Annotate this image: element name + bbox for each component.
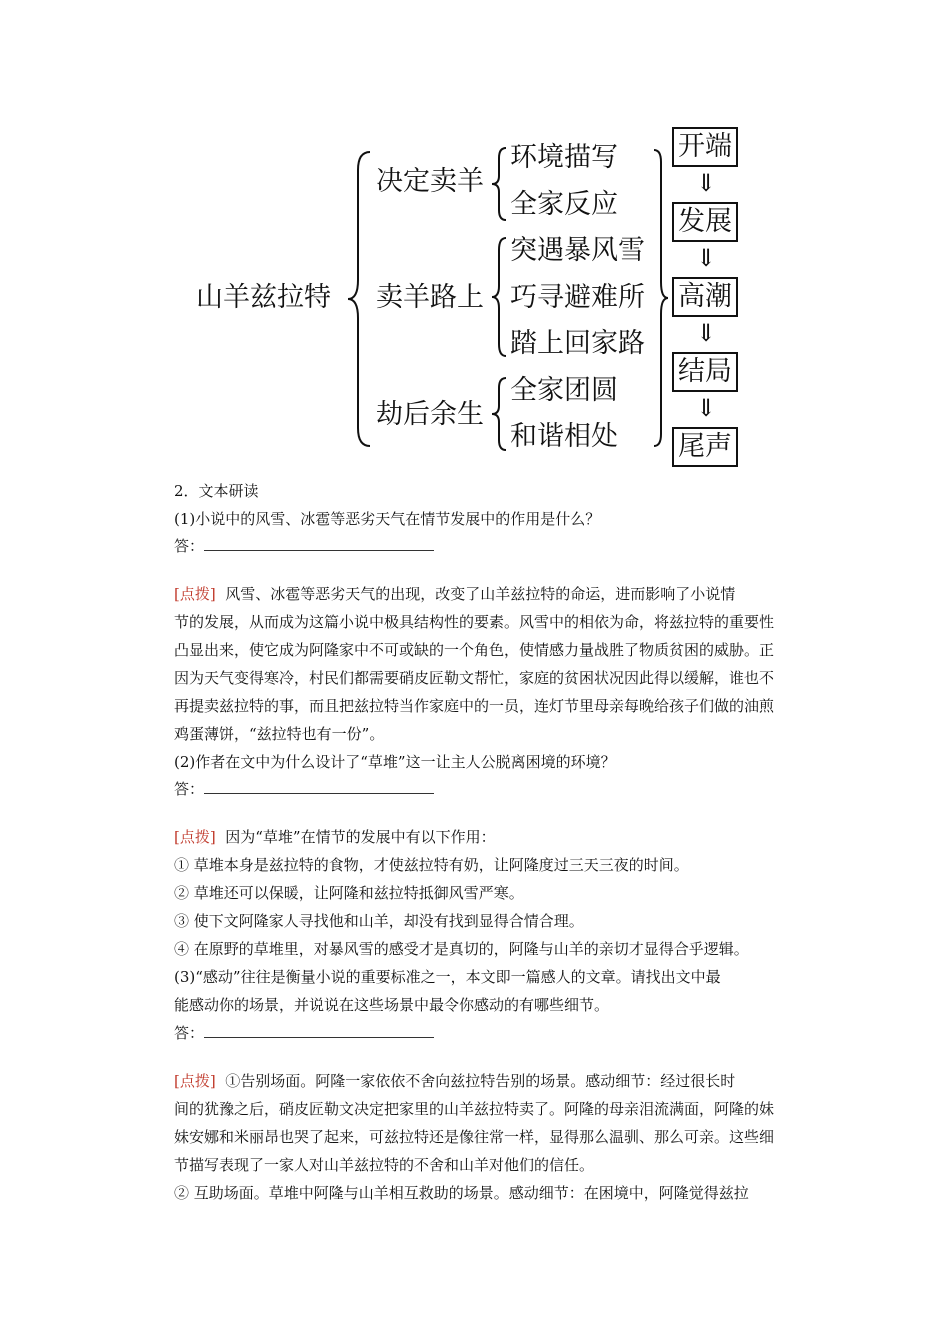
q3-hint-line-4: 节描写表现了一家人对山羊兹拉特的不舍和山羊对他们的信任。: [174, 1156, 595, 1174]
q3-hint-line-3: 妹安娜和米丽昂也哭了起来，可兹拉特还是像往常一样，显得那么温驯、那么可亲。这些细: [174, 1128, 775, 1146]
answer-label: 答：: [174, 780, 205, 798]
hint-text: 因为“草堆”在情节的发展中有以下作用：: [225, 828, 496, 846]
q3-hint-line-2: 间的犹豫之后，硝皮匠勒文决定把家里的山羊兹拉特卖了。阿隆的母亲泪流满面，阿隆的妹: [174, 1100, 775, 1118]
q2-hint-intro: [174, 826, 496, 847]
q2-point-3: ③ 使下文阿隆家人寻找他和山羊，却没有找到显得合情合理。: [174, 912, 584, 930]
item-shelter: 巧寻避难所: [510, 282, 645, 313]
answer-2-row: [174, 778, 434, 799]
item-family-reaction: 全家反应: [510, 189, 618, 220]
stage-ending: 结局: [672, 352, 738, 392]
answer-3-blank[interactable]: [204, 1023, 434, 1038]
group-label-3: 劫后余生: [376, 399, 484, 430]
q1-hint-line-2: 节的发展，从而成为这篇小说中极具结构性的要素。风雪中的相依为命，将兹拉特的重要性: [174, 613, 775, 631]
answer-label: 答：: [174, 1024, 205, 1042]
question-3-line-1: (3)“感动”往往是衡量小说的重要标准之一，本文即一篇感人的文章。请找出文中最: [174, 968, 721, 986]
hint-tag: [点拨]: [174, 828, 216, 846]
question-1: (1)小说中的风雪、冰雹等恶劣天气在情节发展中的作用是什么？: [174, 510, 601, 528]
diagram-root: 山羊兹拉特: [196, 282, 331, 313]
stage-climax: 高潮: [672, 277, 738, 317]
question-2: (2)作者在文中为什么设计了“草堆”这一让主人公脱离困境的环境？: [174, 753, 616, 771]
answer-3-row: [174, 1022, 434, 1043]
group-brace-1: [490, 146, 510, 222]
group-brace-2: [490, 236, 510, 358]
q1-hint-line-5: 再提卖兹拉特的事，而且把兹拉特当作家庭中的一员，连灯节里母亲每晚给孩子们做的油煎: [174, 697, 775, 715]
group-brace-3: [490, 376, 510, 452]
hint-tag: [点拨]: [174, 585, 216, 603]
question-3-line-2: 能感动你的场景，并说说在这些场景中最令你感动的有哪些细节。: [174, 996, 610, 1014]
stage-epilogue: 尾声: [672, 427, 738, 467]
section-title: 2．文本研读: [174, 482, 259, 500]
item-reunion: 全家团圆: [510, 375, 618, 406]
q2-point-1: ① 草堆本身是兹拉特的食物，才使兹拉特有奶，让阿隆度过三天三夜的时间。: [174, 856, 689, 874]
q1-hint-line-6: 鸡蛋薄饼，“兹拉特也有一份”。: [174, 725, 385, 743]
group-label-1: 决定卖羊: [376, 166, 484, 197]
hint-text: 风雪、冰雹等恶劣天气的出现，改变了山羊兹拉特的命运，进而影响了小说情: [225, 585, 736, 603]
answer-label: 答：: [174, 537, 205, 555]
q3-hint-line-1: [174, 1070, 735, 1091]
answer-1-blank[interactable]: [204, 536, 434, 551]
item-blizzard: 突遇暴风雪: [510, 235, 645, 266]
q1-hint-line-3: 凸显出来，使它成为阿隆家中不可或缺的一个角色，使情感力量战胜了物质贫困的威胁。正: [174, 641, 775, 659]
down-arrow-icon: ⇓: [696, 244, 717, 272]
item-environment: 环境描写: [510, 142, 618, 173]
root-brace: [346, 150, 374, 448]
plot-structure-diagram: [0, 0, 950, 480]
group-label-2: 卖羊路上: [376, 282, 484, 313]
down-arrow-icon: ⇓: [696, 319, 717, 347]
down-arrow-icon: ⇓: [696, 169, 717, 197]
item-way-home: 踏上回家路: [510, 328, 645, 359]
q1-hint-line-1: [174, 583, 735, 604]
q3-hint-line-5: ② 互助场面。草堆中阿隆与山羊相互救助的场景。感动细节：在困境中，阿隆觉得兹拉: [174, 1184, 749, 1202]
q2-point-2: ② 草堆还可以保暖，让阿隆和兹拉特抵御风雪严寒。: [174, 884, 524, 902]
hint-tag: [点拨]: [174, 1072, 216, 1090]
stage-development: 发展: [672, 202, 738, 242]
down-arrow-icon: ⇓: [696, 394, 717, 422]
hint-text: ①告别场面。阿隆一家依依不舍向兹拉特告别的场景。感动细节：经过很长时: [225, 1072, 736, 1090]
q2-point-4: ④ 在原野的草堆里，对暴风雪的感受才是真切的，阿隆与山羊的亲切才显得合乎逻辑。: [174, 940, 749, 958]
q1-hint-line-4: 因为天气变得寒冷，村民们都需要硝皮匠勒文帮忙，家庭的贫困状况因此得以缓解，谁也不: [174, 669, 775, 687]
item-harmony: 和谐相处: [510, 421, 618, 452]
answer-1-row: [174, 535, 434, 556]
stages-brace: [650, 148, 670, 448]
answer-2-blank[interactable]: [204, 779, 434, 794]
stage-beginning: 开端: [672, 127, 738, 167]
